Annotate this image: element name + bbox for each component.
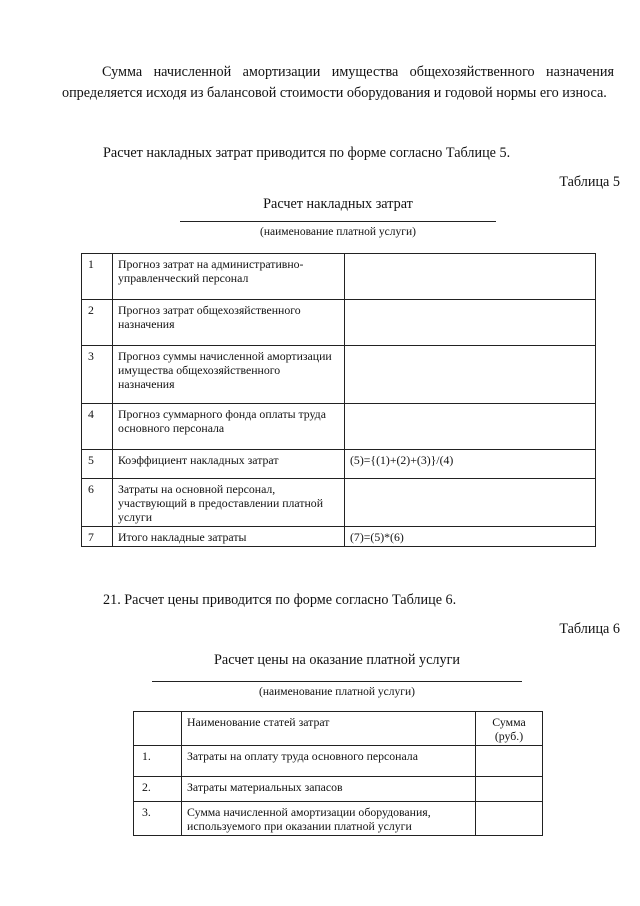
table-row xyxy=(134,777,543,802)
paragraph-amortization: Сумма начисленной амортизации имущества общехозяйственного назначения определяется исходя из балансовой стоимости оборудования и годовой нормы его износа. xyxy=(62,64,614,101)
row-formula: (5)={(1)+(2)+(3)}/(4) xyxy=(345,450,596,479)
row-formula xyxy=(345,346,596,404)
table-row xyxy=(134,746,543,777)
row-formula xyxy=(345,404,596,450)
row-formula: (7)=(5)*(6) xyxy=(345,527,596,547)
table-row xyxy=(134,802,543,836)
table-row xyxy=(82,450,596,479)
table6-caption: (наименование платной услуги) xyxy=(259,686,415,698)
row-number: 5 xyxy=(82,450,113,479)
table-row xyxy=(82,346,596,404)
table-row xyxy=(82,404,596,450)
row-name: Итого накладные затраты xyxy=(113,527,345,547)
table5-title: Расчет накладных затрат xyxy=(263,196,413,212)
row-number: 1 xyxy=(82,254,113,300)
row-name: Затраты на оплату труда основного персонала xyxy=(182,746,476,777)
row-number: 1. xyxy=(134,746,182,777)
header-name: Наименование статей затрат xyxy=(182,712,476,746)
row-name: Сумма начисленной амортизации оборудования, используемого при оказании платной услуги xyxy=(182,802,476,836)
row-name: Коэффициент накладных затрат xyxy=(113,450,345,479)
row-name: Затраты материальных запасов xyxy=(182,777,476,802)
table-row xyxy=(82,479,596,527)
row-number: 2 xyxy=(82,300,113,346)
table5-label: Таблица 5 xyxy=(559,174,620,190)
table6-service-name-line xyxy=(152,681,522,682)
table6 xyxy=(133,711,543,836)
table6-label: Таблица 6 xyxy=(559,621,620,637)
row-number: 2. xyxy=(134,777,182,802)
table5 xyxy=(81,253,596,547)
row-name: Прогноз затрат на административно-управленческий персонал xyxy=(113,254,345,300)
row-sum xyxy=(476,746,543,777)
row-number: 6 xyxy=(82,479,113,527)
table-row xyxy=(82,300,596,346)
table-row xyxy=(82,254,596,300)
row-formula xyxy=(345,300,596,346)
row-number: 3. xyxy=(134,802,182,836)
table-header-row xyxy=(134,712,543,746)
row-name: Затраты на основной персонал, участвующий в предоставлении платной услуги xyxy=(113,479,345,527)
header-number xyxy=(134,712,182,746)
row-name: Прогноз затрат общехозяйственного назначения xyxy=(113,300,345,346)
row-name: Прогноз суммарного фонда оплаты труда основного персонала xyxy=(113,404,345,450)
table6-title: Расчет цены на оказание платной услуги xyxy=(214,652,460,668)
row-number: 3 xyxy=(82,346,113,404)
paragraph-overhead-intro: Расчет накладных затрат приводится по форме согласно Таблице 5. xyxy=(103,145,511,161)
paragraph-price-intro: 21. Расчет цены приводится по форме согласно Таблице 6. xyxy=(103,592,457,608)
row-sum xyxy=(476,777,543,802)
table-row xyxy=(82,527,596,547)
row-number: 4 xyxy=(82,404,113,450)
row-number: 7 xyxy=(82,527,113,547)
table5-service-name-line xyxy=(180,221,496,222)
table5-caption: (наименование платной услуги) xyxy=(260,226,416,238)
row-formula xyxy=(345,254,596,300)
row-name: Прогноз суммы начисленной амортизации имущества общехозяйственного назначения xyxy=(113,346,345,404)
row-sum xyxy=(476,802,543,836)
row-formula xyxy=(345,479,596,527)
header-sum: Сумма (руб.) xyxy=(476,712,543,746)
